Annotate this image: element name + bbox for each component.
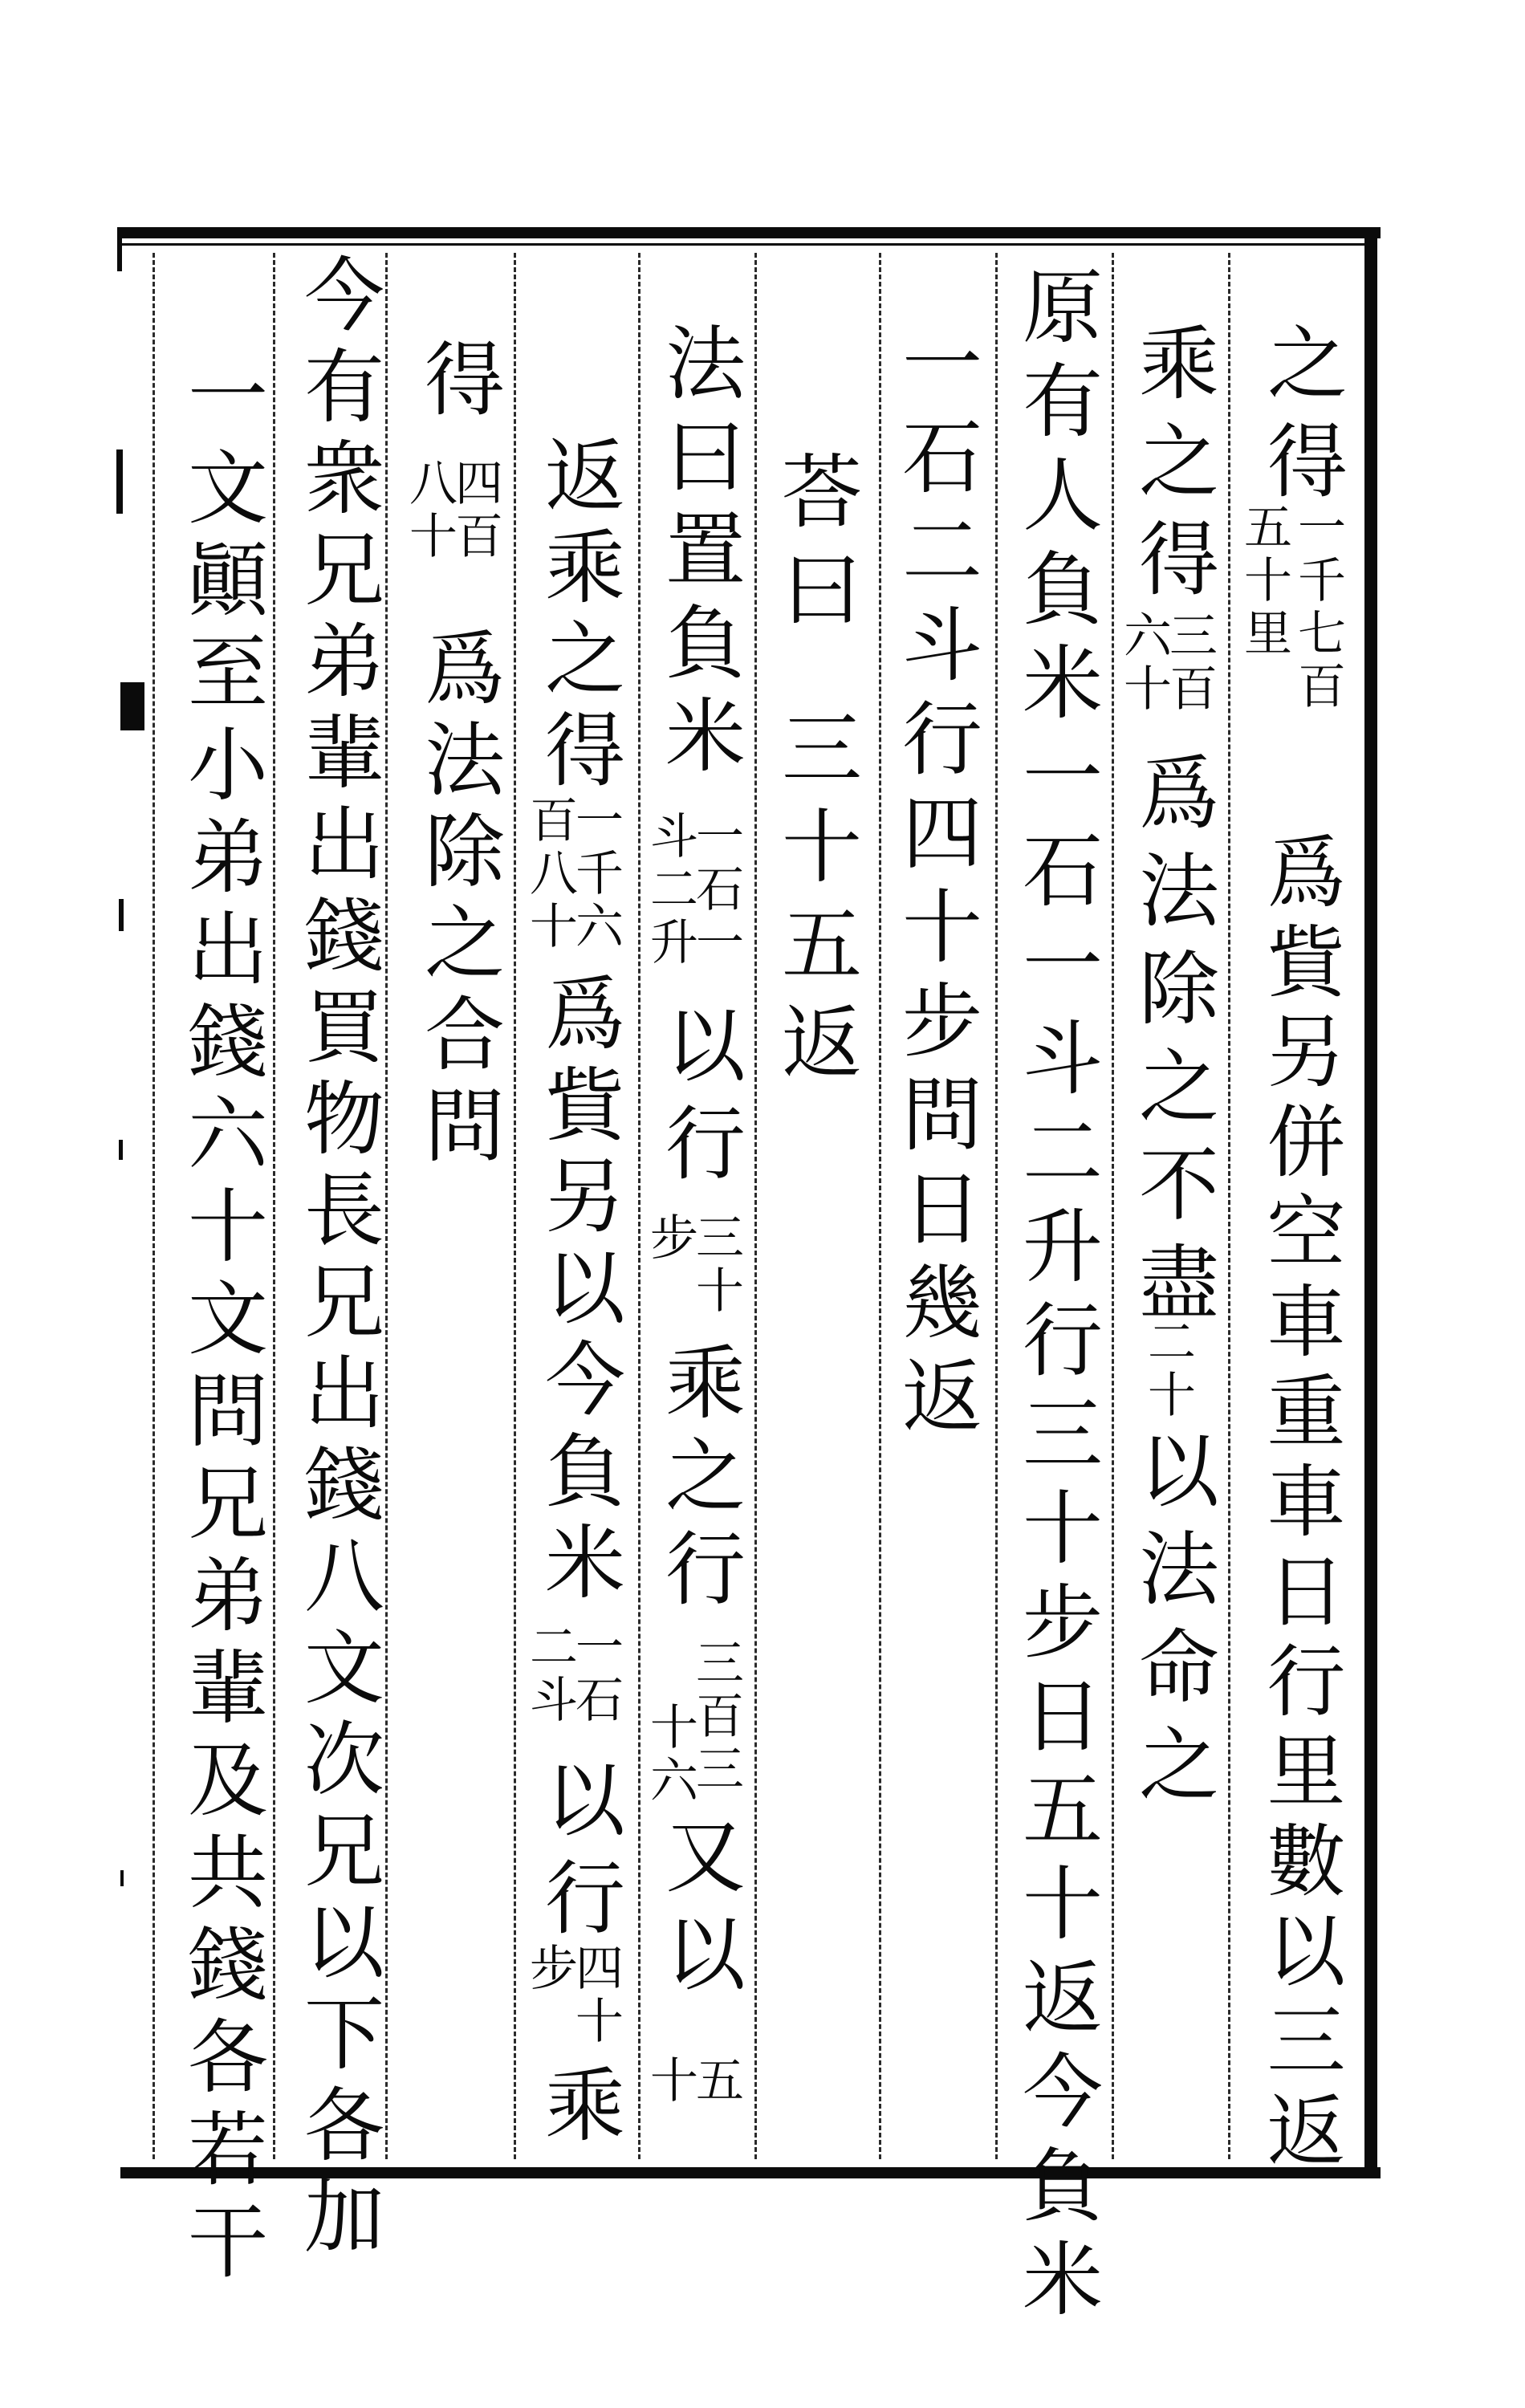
column-6-text-a: 法曰置負米 bbox=[652, 321, 746, 787]
column-6-text-c: 乘之行 bbox=[652, 1340, 746, 1620]
margin-mark bbox=[120, 1870, 124, 1886]
column-divider bbox=[1112, 253, 1114, 2159]
column-divider bbox=[879, 253, 881, 2159]
column-6-note-3-right: 三百三 bbox=[688, 1637, 744, 1796]
column-5-text-b: 三十五返 bbox=[768, 706, 862, 1098]
column-6-note-1-left: 斗二升 bbox=[642, 811, 698, 970]
column-8-text-b: 爲法除之合問 bbox=[411, 626, 505, 1175]
column-7-text-c: 以行 bbox=[531, 1758, 625, 1954]
column-7-text-b: 爲貲另以今負米 bbox=[531, 971, 625, 1612]
column-7-text-a: 返乘之得 bbox=[531, 433, 625, 799]
column-7-note-2-right: 一石 bbox=[567, 1621, 624, 1727]
column-8-text-a: 得 bbox=[411, 337, 505, 435]
column-6-text-d: 又以 bbox=[652, 1814, 746, 2010]
column-7-note-1-right: 一千六 bbox=[567, 795, 624, 954]
column-8-note-1-left: 八十 bbox=[401, 458, 458, 563]
column-6-note-3-left: 十六 bbox=[642, 1702, 698, 1808]
top-frame-rule-inner bbox=[120, 243, 1377, 246]
right-frame-border bbox=[1364, 227, 1377, 2178]
column-divider bbox=[638, 253, 640, 2159]
column-3-text: 原有人負米一石一斗二升行三十步日五十返今負米 bbox=[1009, 265, 1103, 2331]
column-6-note-2-right: 三十 bbox=[688, 1212, 744, 1318]
column-2-note-left: 六十 bbox=[1116, 610, 1172, 716]
column-9-text: 今有衆兄弟輩出錢買物長兄出錢八文次兄以下各加 bbox=[291, 253, 384, 2266]
column-divider bbox=[385, 253, 388, 2159]
margin-mark bbox=[120, 682, 144, 730]
left-frame-corner bbox=[117, 227, 122, 271]
column-2-note-right: 三百 bbox=[1161, 610, 1218, 716]
column-6-note-4-left: 十 bbox=[642, 2055, 698, 2108]
column-7-text-d: 乘 bbox=[531, 2063, 625, 2161]
column-6-note-2-left: 步 bbox=[642, 1212, 698, 1265]
column-5-text-a: 荅曰 bbox=[768, 449, 862, 645]
top-frame-rule bbox=[120, 227, 1381, 238]
column-10-text: 一文顚至小弟出錢六十文問兄弟輩及共錢各若干 bbox=[174, 353, 268, 2292]
column-8-note-1-right: 四百 bbox=[447, 458, 503, 563]
column-6-note-1-right: 一石一 bbox=[688, 811, 744, 970]
column-1-note-right: 一千七百 bbox=[1290, 502, 1346, 714]
margin-mark bbox=[116, 449, 123, 514]
column-divider bbox=[273, 253, 275, 2159]
column-7-note-1-left: 百八十 bbox=[522, 795, 578, 954]
column-1-text-a: 之得 bbox=[1254, 321, 1348, 517]
column-2-text-b: 爲法除之不盡 bbox=[1125, 750, 1219, 1338]
column-2-note-2: 二十 bbox=[1140, 1316, 1196, 1422]
column-2-text-c: 以法命之 bbox=[1125, 1429, 1219, 1820]
margin-mark bbox=[119, 899, 124, 931]
column-7-note-3-right: 四十 bbox=[567, 1942, 624, 2048]
column-divider bbox=[995, 253, 998, 2159]
column-6-text-b: 以行 bbox=[652, 1003, 746, 1199]
column-divider bbox=[754, 253, 757, 2159]
column-2-text-a: 乘之得 bbox=[1125, 321, 1219, 615]
column-6-note-4-right: 五 bbox=[688, 2055, 744, 2108]
column-divider bbox=[514, 253, 516, 2159]
column-7-note-3-left: 步 bbox=[522, 1942, 578, 1995]
column-divider bbox=[152, 253, 155, 2159]
column-4-text: 一石二斗行四十步問日幾返 bbox=[889, 321, 982, 1448]
column-7-note-2-left: 二斗 bbox=[522, 1621, 578, 1727]
margin-mark bbox=[119, 1140, 123, 1160]
column-1-note-left: 五十里 bbox=[1236, 502, 1292, 661]
column-1-text-b: 爲貲另併空車重車日行里數以三返 bbox=[1254, 831, 1345, 2179]
column-divider bbox=[1228, 253, 1230, 2159]
